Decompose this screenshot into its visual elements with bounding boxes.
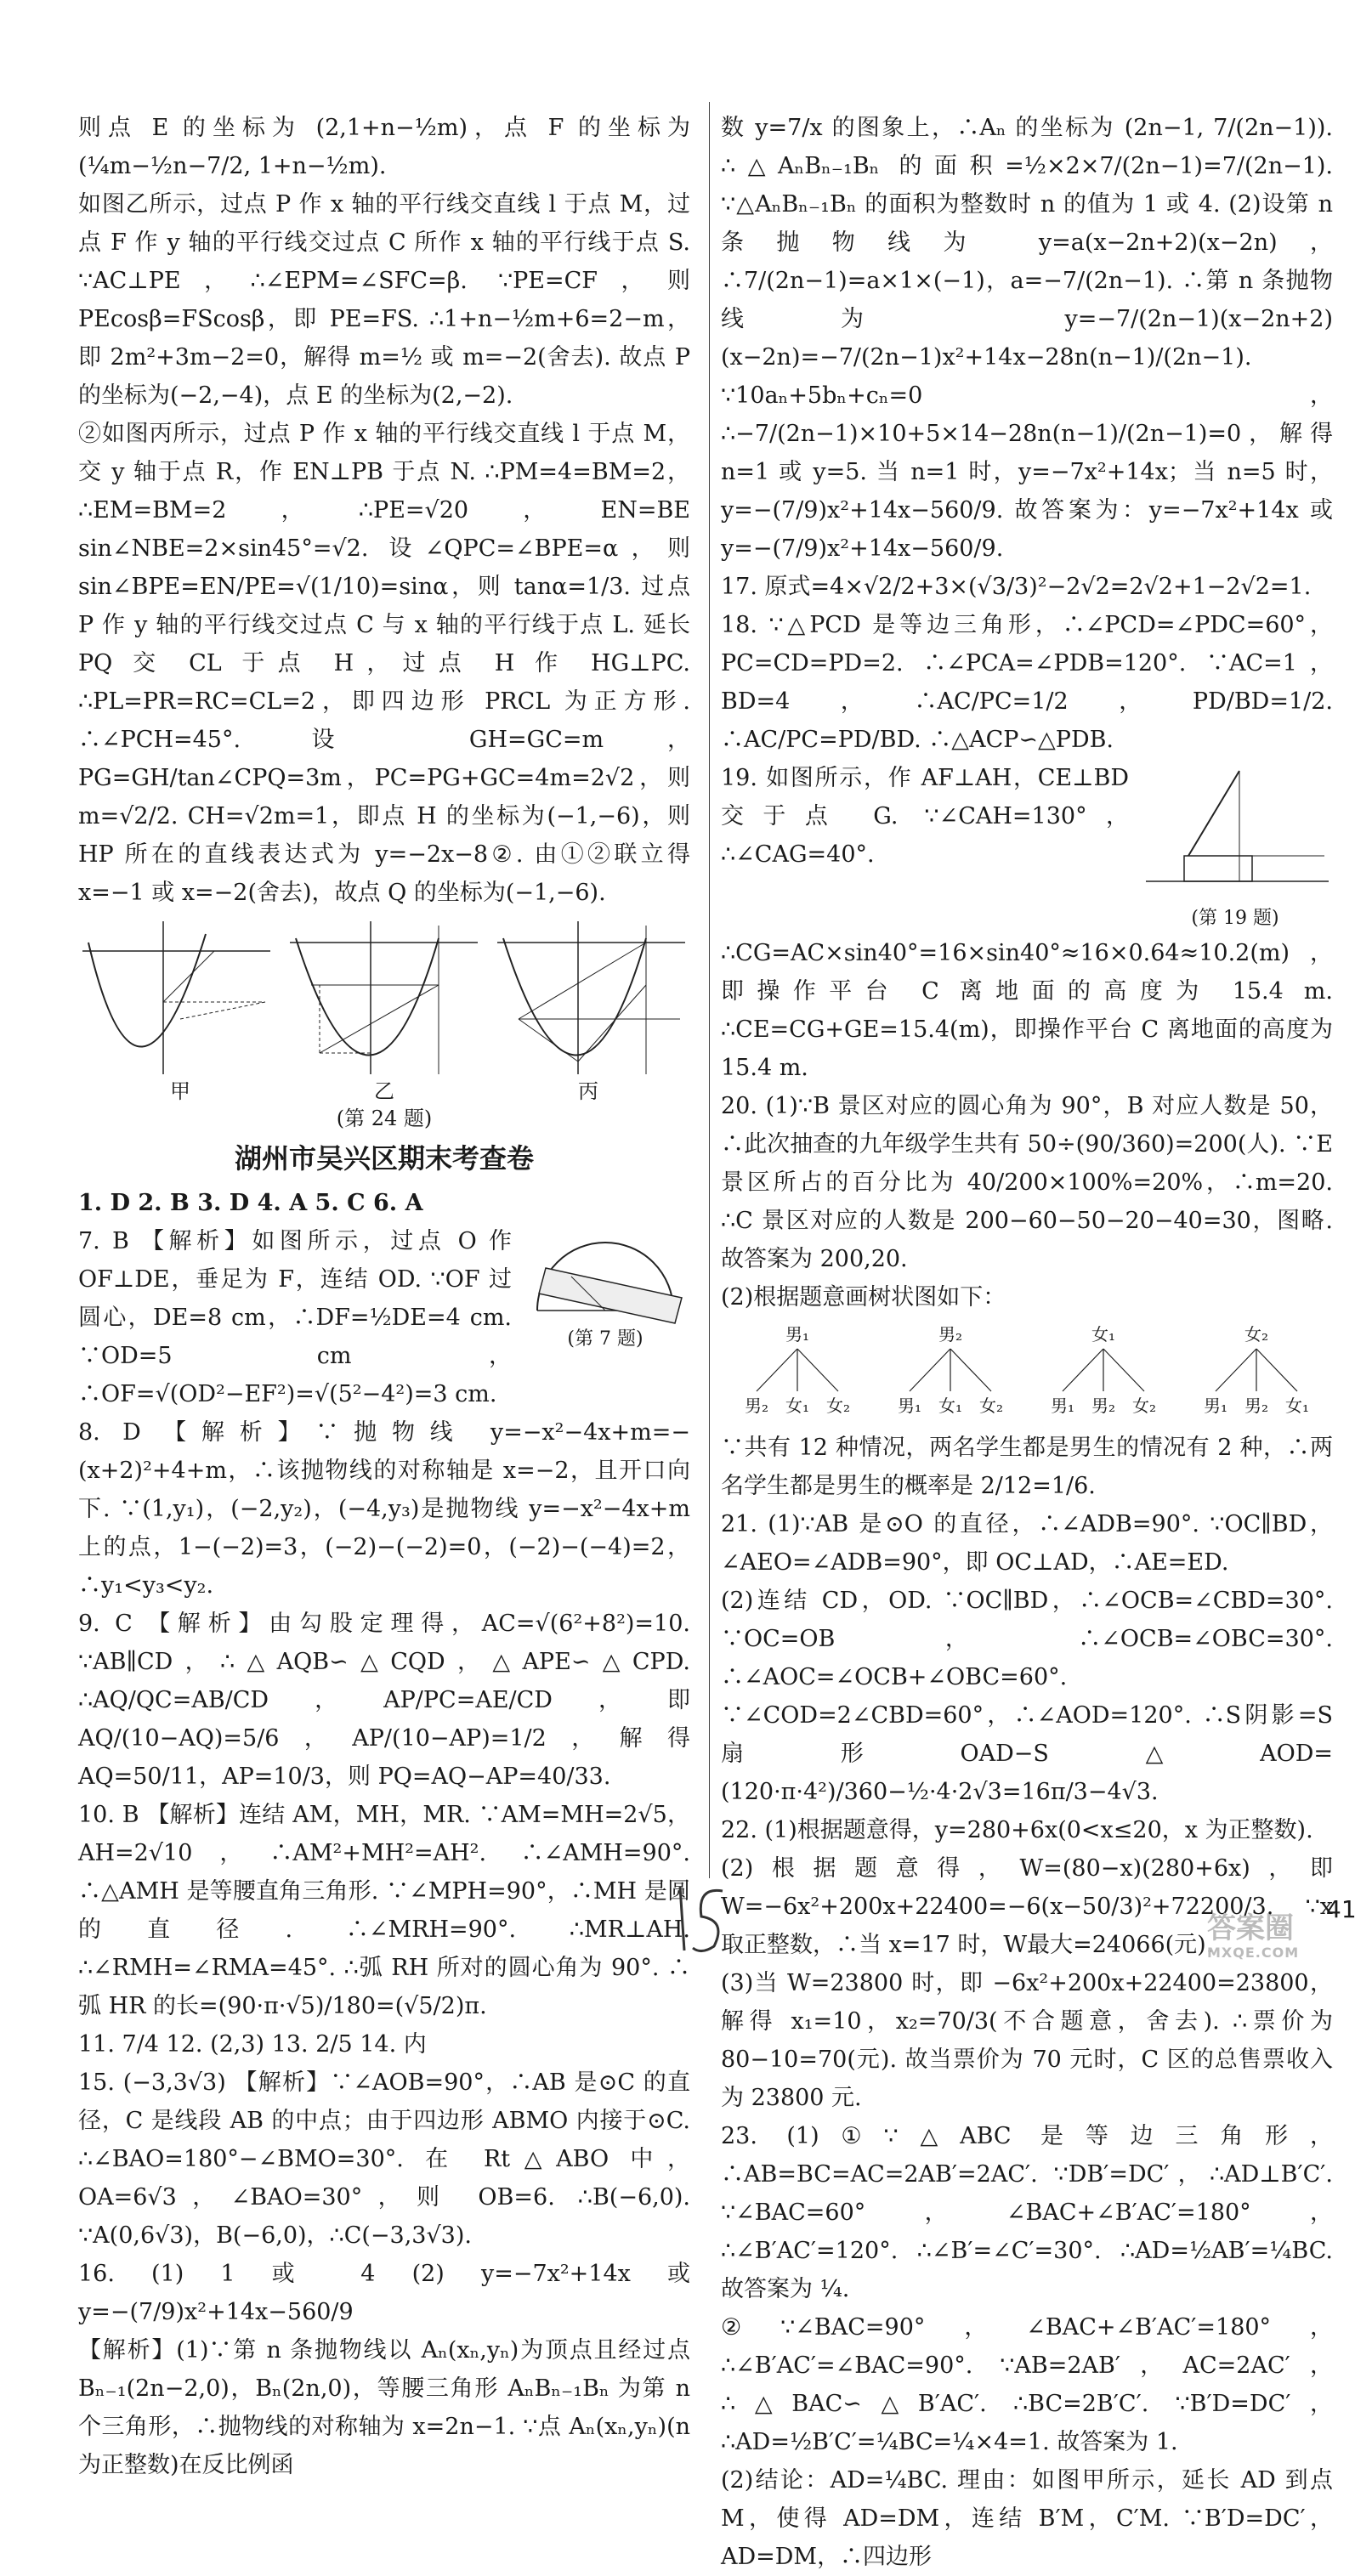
watermark-line2: MXQE.COM bbox=[1207, 1945, 1300, 1961]
q16-answer: 16. (1) 1 或 4 (2) y=−7x²+14x 或 y=−(7/9)x²+14x−560/9 bbox=[78, 2261, 690, 2325]
tree-root-node: 女₁ bbox=[1091, 1324, 1116, 1345]
q23-part1b: ②∵∠BAC=90°，∠BAC+∠B′AC′=180°，∴∠B′AC′=∠BAC=90°. ∵AB=2AB′，AC=2AC′，∴△BAC∽△B′AC′. ∴BC=2B′C′. ∵B′D=DC′，∴AD=½B′C′=¼BC=¼×4=1. 故答案为 1. bbox=[721, 2314, 1333, 2455]
q22-part3: (3)当 W=23800 时，即 −6x²+200x+22400=23800，解得 x₁=10，x₂=70/3(不合题意，舍去). ∴票价为 80−10=70(元). 故当票价为 70 元时，C 区的总售票收入为 23800 元. bbox=[721, 1970, 1333, 2111]
tree-root-node: 男₂ bbox=[938, 1324, 963, 1345]
q17-solution: 17. 原式=4×√2/2+3×(√3/3)²−2√2=2√2+1−2√2=1. bbox=[721, 574, 1312, 600]
tree-leaf-node: 男₂ bbox=[744, 1396, 769, 1416]
tree-branch bbox=[1103, 1349, 1144, 1391]
q20-solution: 20. (1)∵B 景区对应的圆心角为 90°，B 对应人数是 50，∴此次抽查的九年级学生共有 50÷(90/360)=200(人). ∵E 景区所占的百分比为 40/200×100%=20%，∴m=20. ∴C 景区对应的人数是 200−60−50−20−40=30，图略. 故答案为 200,20. bbox=[721, 1093, 1333, 1272]
fig24-label-yi: 乙 bbox=[374, 1079, 394, 1103]
tree-leaf-node: 男₂ bbox=[1091, 1396, 1116, 1416]
fig24-yi bbox=[286, 917, 483, 1079]
q18-solution: 18. ∵△PCD 是等边三角形，∴∠PCD=∠PDC=60°，PC=CD=PD=2. ∴∠PCA=∠PDB=120°. ∵AC=1，BD=4，∴AC/PC=1/2，PD/BD=1/2. ∴AC/PC=PD/BD. ∴△ACP∽△PDB. bbox=[721, 612, 1333, 753]
fig24-caption: (第 24 题) bbox=[336, 1107, 433, 1130]
tree-leaf-node: 男₁ bbox=[1050, 1396, 1075, 1416]
fig19-caption: (第 19 题) bbox=[1191, 908, 1279, 929]
q10-analysis: 10. B 【解析】连结 AM，MH，MR. ∵AM=MH=2√5，AH=2√10，∴AM²+MH²=AH². ∴∠AMH=90°. ∴△AMH 是等腰直角三角形. ∵∠MPH=90°，∴MH 是圆的直径. ∴∠MRH=90°. ∴MR⊥AH. ∴∠RMH=∠RMA=45°. ∴弧 RH 所对的圆心角为 90°. ∴弧 HR 的长=(90·π·√5)/180=(√5/2)π. bbox=[78, 1802, 690, 2019]
q11-14-answers: 11. 7/4 12. (2,3) 13. 2/5 14. 内 bbox=[78, 2031, 427, 2058]
q9-analysis: 9. C 【解析】由勾股定理得，AC=√(6²+8²)=10. ∵AB∥CD，∴△AQB∽△CQD，△APE∽△CPD. ∴AQ/QC=AB/CD，AP/PC=AE/CD，即 AQ/(10−AQ)=5/6，AP/(10−AP)=1/2，解得 AQ=50/11，AP=10/3，则 PQ=AQ−AP=40/33. bbox=[78, 1611, 690, 1790]
section-title: 湖州市吴兴区期末考查卷 bbox=[234, 1142, 534, 1175]
fig24-label-bing: 丙 bbox=[578, 1079, 598, 1103]
fig7 bbox=[520, 1226, 690, 1351]
tree-branch bbox=[1216, 1349, 1256, 1391]
q23-part2: (2)结论：AD=¼BC. 理由：如图甲所示，延长 AD 到点 M，使得 AD=DM，连结 B′M，C′M. ∵B′D=DC′，AD=DM，∴四边形 bbox=[721, 2467, 1333, 2570]
tree-branch bbox=[757, 1349, 797, 1391]
handwritten-mark bbox=[663, 1870, 740, 1963]
tree-branch bbox=[1256, 1349, 1297, 1391]
tree-branch bbox=[950, 1349, 991, 1391]
tree-leaf-node: 女₁ bbox=[938, 1396, 963, 1416]
q24-cont-para1: 则点 E 的坐标为 (2,1+n−½m)，点 F 的坐标为 (¼m−½n−7/2, 1+n−½m). bbox=[78, 115, 690, 179]
right-column bbox=[721, 109, 1333, 2576]
q23-part1: 23. (1)①∵△ABC 是等边三角形，∴AB=BC=AC=2AB′=2AC′. ∵DB′=DC′，∴AD⊥B′C′. ∵∠BAC=60°，∠BAC+∠B′AC′=180°，∴∠B′AC′=120°. ∴∠B′=∠C′=30°. ∴AD=½AB′=¼BC. 故答案为 ¼. bbox=[721, 2123, 1333, 2302]
watermark-line1: 答案圈 bbox=[1207, 1911, 1294, 1945]
mc-answers: 1. D 2. B 3. D 4. A 5. C 6. A bbox=[78, 1190, 423, 1216]
fig24-row bbox=[78, 917, 690, 1079]
q16-analysis: 【解析】(1)∵第 n 条抛物线以 Aₙ(xₙ,yₙ)为顶点且经过点 Bₙ₋₁(2n−2,0)，Bₙ(2n,0)，等腰三角形 AₙBₙ₋₁Bₙ 为第 n 个三角形，∴抛物线的对称轴为 x=2n−1. ∵点 Aₙ(xₙ,yₙ)(n 为正整数)在反比例函 bbox=[78, 2337, 690, 2478]
q20-part3: ∵共有 12 种情况，两名学生都是男生的情况有 2 种，∴两名学生都是男生的概率是 2/12=1/6. bbox=[721, 1435, 1333, 1499]
tree-leaf-node: 男₂ bbox=[1244, 1396, 1269, 1416]
fig24-bing bbox=[493, 917, 690, 1079]
fig19 bbox=[1137, 762, 1333, 931]
q21-part2: (2)连结 CD，OD. ∵OC∥BD，∴∠OCB=∠CBD=30°. ∵OC=OB，∴∠OCB=∠OBC=30°. ∴∠AOC=∠OCB+∠OBC=60°. ∵∠COD=2∠CBD=60°，∴∠AOD=120°. ∴S阴影=S扇形OAD−S△AOD=(120·π·4²)/360−½·4·2√3=16π/3−4√3. bbox=[721, 1588, 1333, 1805]
tree-diagram bbox=[721, 1322, 1333, 1424]
fig7-caption: (第 7 题) bbox=[567, 1328, 643, 1350]
fig7-ruler-circle bbox=[520, 1226, 690, 1328]
q19-solution: 19. 如图所示，作 AF⊥AH，CE⊥BD 交于点 G. ∵∠CAH=130°，∴∠CAG=40°. ∴CG=AC×sin40°=16×sin40°≈16×0.64≈10.2(m)，即操作平台 C 离地面的高度为 15.4 m. ∴CE=CG+GE=15.4(m)，即操作平台 C 离地面的高度为 15.4 m. bbox=[721, 765, 1333, 1081]
tree-root-node: 男₁ bbox=[785, 1324, 810, 1345]
column-divider bbox=[709, 102, 710, 1878]
q15-analysis: 15. (−3,3√3) 【解析】∵∠AOB=90°，∴AB 是⊙C 的直径，C 是线段 AB 的中点；由于四边形 ABMO 内接于⊙C. ∴∠BAO=180°−∠BMO=30°. 在 Rt△ABO 中，OA=6√3，∠BAO=30°，则 OB=6. ∴B(−6,0). ∵A(0,6√3)，B(−6,0)，∴C(−3,3√3). bbox=[78, 2069, 690, 2249]
tree-branch bbox=[1063, 1349, 1103, 1391]
q24-cont-para3: ②如图丙所示，过点 P 作 x 轴的平行线交直线 l 于点 M，交 y 轴于点 R，作 EN⊥PB 于点 N. ∴PM=4=BM=2，∴EM=BM=2，∴PE=√20，EN=BE sin∠NBE=2×sin45°=√2. 设∠QPC=∠BPE=α，则 sin∠BPE=EN/PE=√(1/10)=sinα，则 tanα=1/3. 过点 P 作 y 轴的平行线交过点 C 与 x 轴的平行线于点 L. 延长 PQ 交 CL 于点 H，过点 H 作 HG⊥PC. ∴PL=PR=RC=CL=2，即四边形 PRCL 为正方形. ∴∠PCH=45°. 设 GH=GC=m，PG=GH/tan∠CPQ=3m，PC=PG+GC=4m=2√2，则 m=√2/2. CH=√2m=1，即点 H 的坐标为(−1,−6)，则 HP 所在的直线表达式为 y=−2x−8②. 由①②联立得 x=−1 或 x=−2(舍去)，故点 Q 的坐标为(−1,−6). bbox=[78, 421, 690, 906]
q24-cont-para2: 如图乙所示，过点 P 作 x 轴的平行线交直线 l 于点 M，过点 F 作 y 轴的平行线交过点 C 所作 x 轴的平行线于点 S. ∵AC⊥PE，∴∠EPM=∠SFC=β. ∵PE=CF，则 PEcosβ=FScosβ，即 PE=FS. ∴1+n−½m+6=2−m，即 2m²+3m−2=0，解得 m=½ 或 m=−2(舍去). 故点 P 的坐标为(−2,−4)，点 E 的坐标为(2,−2). bbox=[78, 191, 690, 409]
q22-part2: (2)根据题意得，W=(80−x)(280+6x)，即 W=−6x²+200x+22400=−6(x−50/3)²+72200/3. ∵x 取正整数，∴当 x=17 时，W最大=24066(元). bbox=[721, 1855, 1333, 1958]
fig24-labels bbox=[78, 1079, 690, 1104]
q7-analysis: 7. B 【解析】如图所示，过点 O 作 OF⊥DE，垂足为 F，连结 OD. ∵OF 过圆心，DE=8 cm，∴DF=½DE=4 cm. ∵OD=5 cm，∴OF=√(OD²−EF²)=√(5²−4²)=3 cm. bbox=[78, 1228, 512, 1407]
tree-branch bbox=[910, 1349, 950, 1391]
tree-leaf-node: 女₁ bbox=[785, 1396, 810, 1416]
tree-branch bbox=[797, 1349, 838, 1391]
q22-part1: 22. (1)根据题意得，y=280+6x(0<x≤20，x 为正整数). bbox=[721, 1817, 1313, 1843]
fig19-platform bbox=[1137, 762, 1333, 907]
tree-leaf-node: 男₁ bbox=[897, 1396, 922, 1416]
left-column bbox=[78, 109, 690, 2484]
q8-analysis: 8. D 【解析】∵抛物线 y=−x²−4x+m=−(x+2)²+4+m，∴该抛物线的对称轴是 x=−2，且开口向下. ∵(1,y₁)，(−2,y₂)，(−4,y₃)是抛物线 y=−x²−4x+m 上的点，1−(−2)=3，(−2)−(−2)=0，(−2)−(−4)=2，∴y₁<y₃<y₂. bbox=[78, 1419, 690, 1599]
q20-part2: (2)根据题意画树状图如下： bbox=[721, 1284, 1006, 1311]
fig24-label-jia: 甲 bbox=[170, 1079, 190, 1103]
tree-diagram-svg bbox=[721, 1322, 1333, 1424]
watermark-logo bbox=[1207, 1912, 1369, 1967]
q21-part1: 21. (1)∵AB 是⊙O 的直径，∴∠ADB=90°. ∵OC∥BD，∠AEO=∠ADB=90°，即 OC⊥AD，∴AE=ED. bbox=[721, 1511, 1333, 1576]
tree-leaf-node: 女₂ bbox=[825, 1396, 851, 1416]
tree-leaf-node: 女₂ bbox=[1131, 1396, 1157, 1416]
fig24-jia bbox=[78, 917, 275, 1079]
page-number: 41 bbox=[1326, 1895, 1357, 1923]
tree-root-node: 女₂ bbox=[1244, 1324, 1269, 1345]
q16-cont: 数 y=7/x 的图象上，∴Aₙ 的坐标为 (2n−1, 7/(2n−1)). ∴△AₙBₙ₋₁Bₙ 的面积=½×2×7/(2n−1)=7/(2n−1). ∵△AₙBₙ₋₁Bₙ 的面积为整数时 n 的值为 1 或 4. (2)设第 n 条抛物线为 y=a(x−2n+2)(x−2n)，∴7/(2n−1)=a×1×(−1)，a=−7/(2n−1). ∴第 n 条抛物线为 y=−7/(2n−1)(x−2n+2)(x−2n)=−7/(2n−1)x²+14x−28n(n−1)/(2n−1). ∵10aₙ+5bₙ+cₙ=0，∴−7/(2n−1)×10+5×14−28n(n−1)/(2n−1)=0，解得 n=1 或 y=5. 当 n=1 时，y=−7x²+14x；当 n=5 时，y=−(7/9)x²+14x−560/9. 故答案为：y=−7x²+14x 或 y=−(7/9)x²+14x−560/9. bbox=[721, 115, 1333, 562]
tree-leaf-node: 女₁ bbox=[1284, 1396, 1310, 1416]
tree-leaf-node: 男₁ bbox=[1203, 1396, 1228, 1416]
tree-leaf-node: 女₂ bbox=[978, 1396, 1004, 1416]
